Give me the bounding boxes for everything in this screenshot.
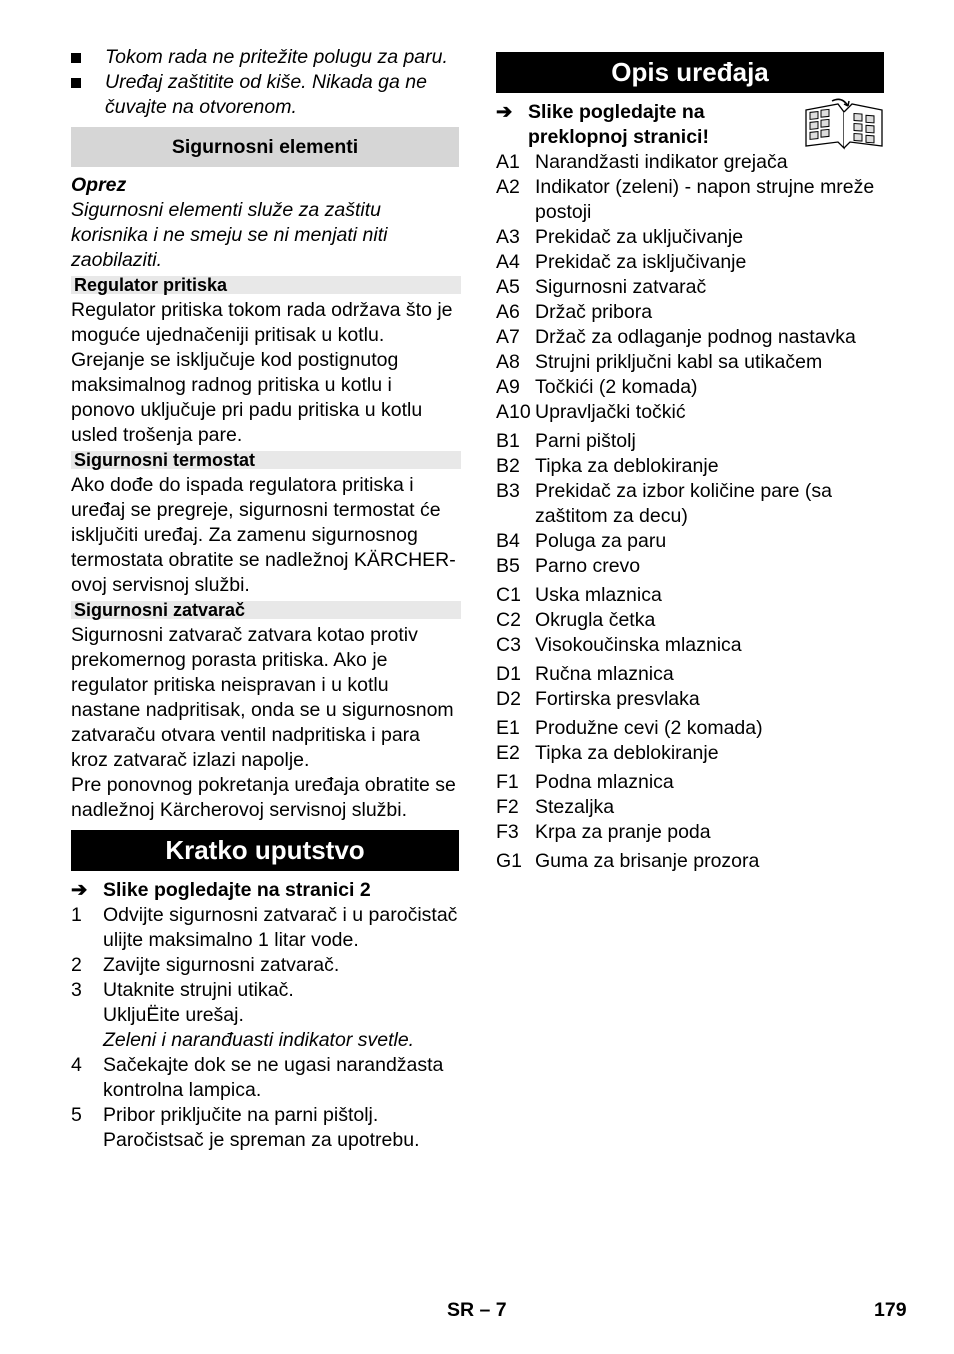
legend-item	[496, 225, 884, 250]
bullet-square-icon	[71, 53, 81, 63]
legend-item	[496, 770, 884, 795]
legend-item	[496, 350, 884, 375]
legend-key: B1	[496, 430, 520, 452]
legend-key: C2	[496, 609, 521, 631]
step-item	[71, 953, 459, 978]
legend-item	[496, 741, 884, 766]
legend-key: F3	[496, 821, 519, 843]
step-text: Utaknite strujni utikač.	[103, 979, 294, 1001]
legend-key: G1	[496, 850, 523, 872]
legend-text: Držač pribora	[535, 301, 653, 323]
legend-text: Podna mlaznica	[535, 771, 674, 793]
bullet-item	[71, 45, 459, 70]
legend-item	[496, 529, 884, 554]
step-text: Sačekajte dok se ne ugasi narandžasta kontrolna lampica.	[103, 1054, 444, 1101]
caution-label: Oprez	[71, 174, 127, 196]
legend-key: A6	[496, 301, 520, 323]
caution-text: Sigurnosni elementi služe za zaštitu korisnika i ne smeju se ni menjati niti zaobilaziti.	[71, 199, 388, 271]
legend-item	[496, 275, 884, 300]
legend-key: A10	[496, 401, 531, 423]
legend-key: E1	[496, 717, 520, 739]
legend-key: A4	[496, 251, 520, 273]
legend-text: Parno crevo	[535, 555, 641, 577]
legend-item	[496, 250, 884, 275]
legend-item	[496, 429, 884, 454]
legend-text: Parni pištolj	[535, 430, 636, 452]
legend-item	[496, 633, 884, 658]
legend-text: Poluga za paru	[535, 530, 667, 552]
legend-key: A2	[496, 176, 520, 198]
step-number: 2	[71, 954, 82, 976]
step-item	[71, 1103, 459, 1153]
legend-text: Stezaljka	[535, 796, 615, 818]
arrow-right-icon: ➔	[496, 101, 513, 123]
legend-key: F1	[496, 771, 519, 793]
figure-reference-text: Slike pogledajte na preklopnoj stranici!	[528, 101, 709, 148]
legend-text: Tipka za deblokiranje	[535, 455, 719, 477]
legend-text: Krpa za pranje poda	[535, 821, 711, 843]
bullet-item	[71, 70, 459, 120]
legend-item	[496, 554, 884, 579]
legend-item	[496, 400, 884, 425]
open-book-icon	[804, 98, 884, 150]
pressure-regulator-text: Regulator pritiska tokom rada održava što je moguće ujednačeniji pritisak u kotlu. Grejanje se isključuje kod postignutog maksimalnog radnog pritiska u kotlu i ponovo uključuje pri padu pritiska u kotlu usled trošenja pare.	[71, 299, 453, 446]
legend-text: Indikator (zeleni) - napon strujne mreže postoji	[535, 176, 875, 223]
legend-text: Točkići (2 komada)	[535, 376, 698, 398]
legend-text: Visokoučinska mlaznica	[535, 634, 742, 656]
figure-reference-text: Slike pogledajte na stranici 2	[103, 879, 371, 901]
legend-item	[496, 454, 884, 479]
figure-reference	[71, 878, 459, 903]
legend-item	[496, 820, 884, 845]
legend-item	[496, 687, 884, 712]
figure-reference	[496, 100, 786, 150]
legend-key: B4	[496, 530, 520, 552]
device-description-heading: Opis uređaja	[496, 52, 884, 93]
right-column	[496, 45, 884, 874]
legend-key: D2	[496, 688, 521, 710]
legend-text: Fortirska presvlaka	[535, 688, 700, 710]
legend-key: A8	[496, 351, 520, 373]
safety-thermostat-heading: Sigurnosni termostat	[71, 451, 461, 469]
legend-item	[496, 175, 884, 225]
quick-guide-heading: Kratko uputstvo	[71, 830, 459, 871]
legend-text: Strujni priključni kabl sa utikačem	[535, 351, 823, 373]
legend-text: Okrugla četka	[535, 609, 656, 631]
step-extra-text: Paročistsač je spreman za upotrebu.	[103, 1129, 420, 1151]
component-legend	[496, 150, 884, 874]
safety-cap-heading: Sigurnosni zatvarač	[71, 601, 461, 619]
safety-cap-text: Sigurnosni zatvarač zatvara kotao protiv prekomernog porasta pritiska. Ako je regulator pritiska neispravan i u kotlu nastane nadpritisak, onda se u sigurnosnom zatvaraču otvara ventil nadpritiska i para kroz zatvarač izlazi napolje.	[71, 624, 454, 771]
legend-text: Držač za odlaganje podnog nastavka	[535, 326, 856, 348]
page-number: 179	[874, 1299, 907, 1321]
legend-text: Prekidač za uključivanje	[535, 226, 744, 248]
step-item	[71, 1053, 459, 1103]
legend-item	[496, 375, 884, 400]
legend-key: B2	[496, 455, 520, 477]
legend-key: A9	[496, 376, 520, 398]
safety-elements-heading: Sigurnosni elementi	[71, 127, 459, 167]
legend-key: E2	[496, 742, 520, 764]
pressure-regulator-heading: Regulator pritiska	[71, 276, 461, 294]
legend-item	[496, 716, 884, 741]
legend-key: B5	[496, 555, 520, 577]
legend-text: Tipka za deblokiranje	[535, 742, 719, 764]
bullet-square-icon	[71, 78, 81, 88]
legend-text: Upravljački točkić	[535, 401, 686, 423]
step-number: 1	[71, 904, 82, 926]
step-text: Zavijte sigurnosni zatvarač.	[103, 954, 340, 976]
legend-key: D1	[496, 663, 521, 685]
legend-key: C3	[496, 634, 521, 656]
step-item	[71, 903, 459, 953]
legend-item	[496, 849, 884, 874]
legend-item	[496, 795, 884, 820]
legend-key: A1	[496, 151, 520, 173]
legend-text: Prekidač za izbor količine pare (sa zaštitom za decu)	[535, 480, 832, 527]
step-text: Pribor priključite na parni pištolj.	[103, 1104, 379, 1126]
step-number: 3	[71, 979, 82, 1001]
legend-text: Guma za brisanje prozora	[535, 850, 760, 872]
legend-item	[496, 300, 884, 325]
legend-key: A3	[496, 226, 520, 248]
left-column	[71, 45, 459, 1153]
legend-key: A7	[496, 326, 520, 348]
legend-key: C1	[496, 584, 521, 606]
step-number: 5	[71, 1104, 82, 1126]
arrow-right-icon: ➔	[71, 879, 88, 901]
legend-item	[496, 608, 884, 633]
step-extra-text: UkljuËite urešaj.	[103, 1004, 244, 1026]
bullet-text: Tokom rada ne pritežite polugu za paru.	[105, 46, 448, 68]
legend-item	[496, 150, 884, 175]
step-text: Odvijte sigurnosni zatvarač i u paročistač ulijte maksimalno 1 litar vode.	[103, 904, 458, 951]
legend-text: Sigurnosni zatvarač	[535, 276, 707, 298]
step-number: 4	[71, 1054, 82, 1076]
legend-text: Prekidač za isključivanje	[535, 251, 747, 273]
legend-key: A5	[496, 276, 520, 298]
step-note: Zeleni i naranđuasti indikator svetle.	[103, 1029, 415, 1051]
legend-text: Ručna mlaznica	[535, 663, 674, 685]
legend-text: Uska mlaznica	[535, 584, 662, 606]
legend-item	[496, 479, 884, 529]
legend-text: Narandžasti indikator grejača	[535, 151, 788, 173]
safety-thermostat-text: Ako dođe do ispada regulatora pritiska i uređaj se pregreje, sigurnosni termostat će isključiti uređaj. Za zamenu sigurnosnog termostata obratite se nadležnoj KÄRCHER-ovoj servisnoj službi.	[71, 474, 456, 596]
legend-text: Produžne cevi (2 komada)	[535, 717, 763, 739]
bullet-text: Uređaj zaštitite od kiše. Nikada ga ne čuvajte na otvorenom.	[105, 71, 427, 118]
legend-item	[496, 583, 884, 608]
legend-key: B3	[496, 480, 520, 502]
legend-item	[496, 662, 884, 687]
legend-item	[496, 325, 884, 350]
page-label: SR – 7	[447, 1299, 507, 1321]
step-item	[71, 978, 459, 1053]
legend-key: F2	[496, 796, 519, 818]
safety-cap-text-2: Pre ponovnog pokretanja uređaja obratite se nadležnoj Kärcherovoj servisnoj službi.	[71, 774, 456, 821]
